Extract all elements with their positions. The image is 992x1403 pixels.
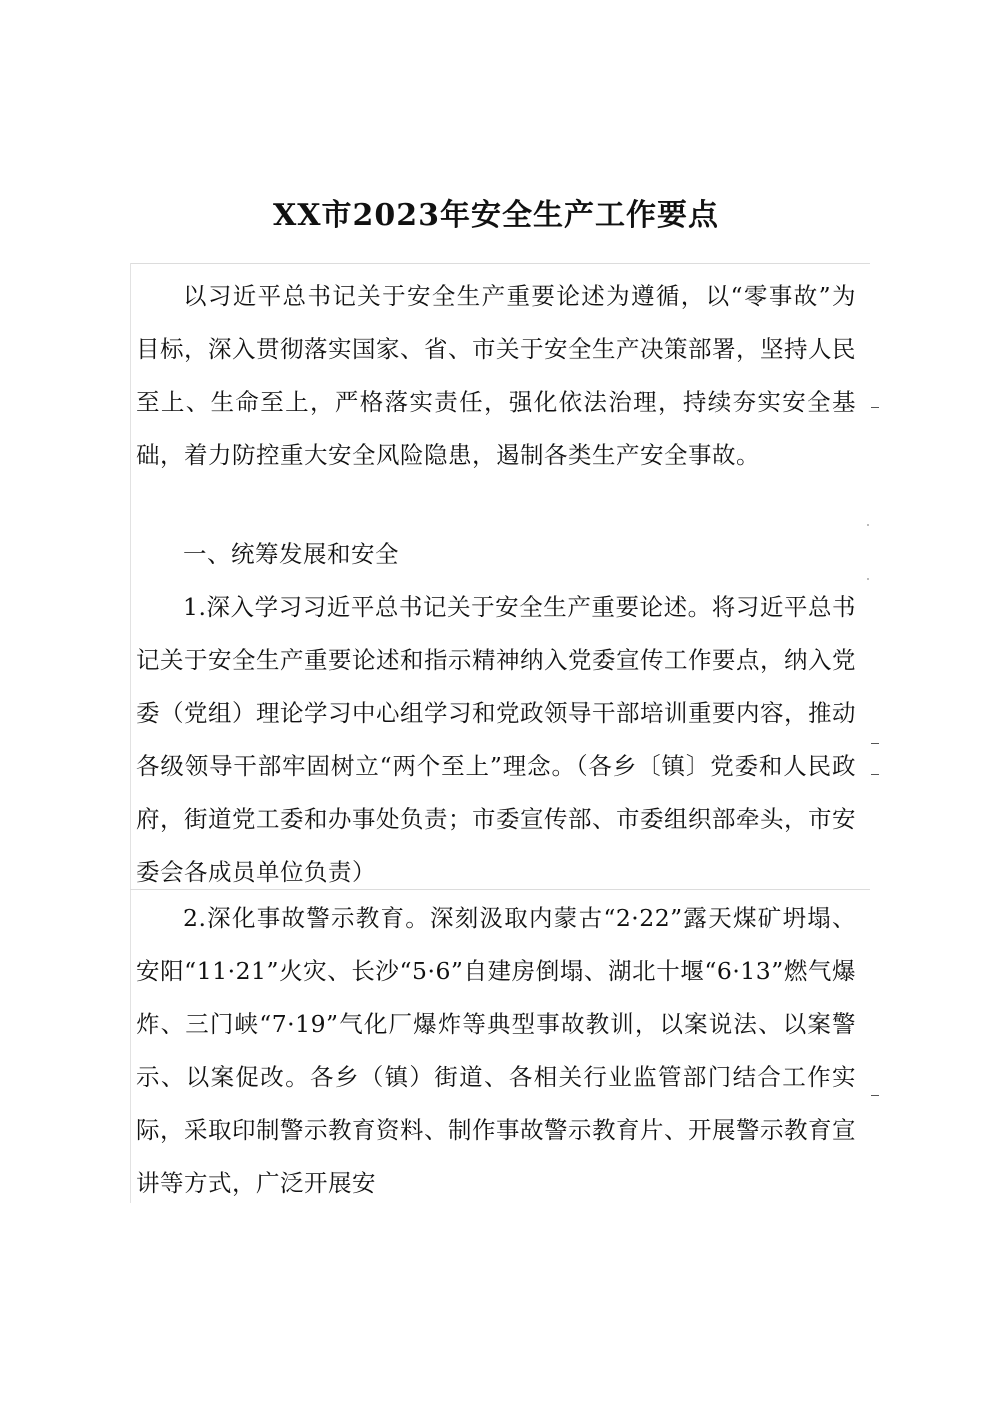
intro-paragraph [136, 270, 856, 482]
frame-line-top [130, 263, 870, 264]
item-1-text: 1.深入学习习近平总书记关于安全生产重要论述。将习近平总书记关于安全生产重要论述和指示精神纳入党委宣传工作要点，纳入党委（党组）理论学习中心组学习和党政领导干部培训重要内容，推动各级领导干部牢固树立“两个至上”理念。（各乡〔镇〕党委和人民政府，街道党工委和办事处负责；市委宣传部、市委组织部牵头，市安委会各成员单位负责） [136, 593, 856, 886]
section-heading [136, 528, 856, 581]
margin-dot [867, 524, 869, 526]
margin-mark [871, 743, 879, 744]
margin-dot [867, 578, 869, 580]
margin-mark [871, 774, 879, 775]
intro-paragraph-text: 以习近平总书记关于安全生产重要论述为遵循，以“零事故”为目标，深入贯彻落实国家、省、市关于安全生产决策部署，坚持人民至上、生命至上，严格落实责任，强化依法治理，持续夯实安全基础，着力防控重大安全风险隐患，遏制各类生产安全事故。 [136, 282, 856, 469]
frame-line-left [130, 263, 131, 1203]
margin-mark [871, 1095, 879, 1096]
item-1-paragraph [136, 581, 856, 899]
margin-mark [871, 407, 879, 408]
section-heading-text: 一、统筹发展和安全 [183, 540, 399, 568]
item-2-paragraph [136, 892, 856, 1210]
document-title: XX市2023年安全生产工作要点 [272, 198, 720, 234]
item-2-text: 2.深化事故警示教育。深刻汲取内蒙古“2·22”露天煤矿坍塌、安阳“11·21”火灾、长沙“5·6”自建房倒塌、湖北十堰“6·13”燃气爆炸、三门峡“7·19”气化厂爆炸等典型事故教训，以案说法、以案警示、以案促改。各乡（镇）街道、各相关行业监管部门结合工作实际，采取印制警示教育资料、制作事故警示教育片、开展警示教育宣讲等方式，广泛开展安 [136, 904, 856, 1197]
